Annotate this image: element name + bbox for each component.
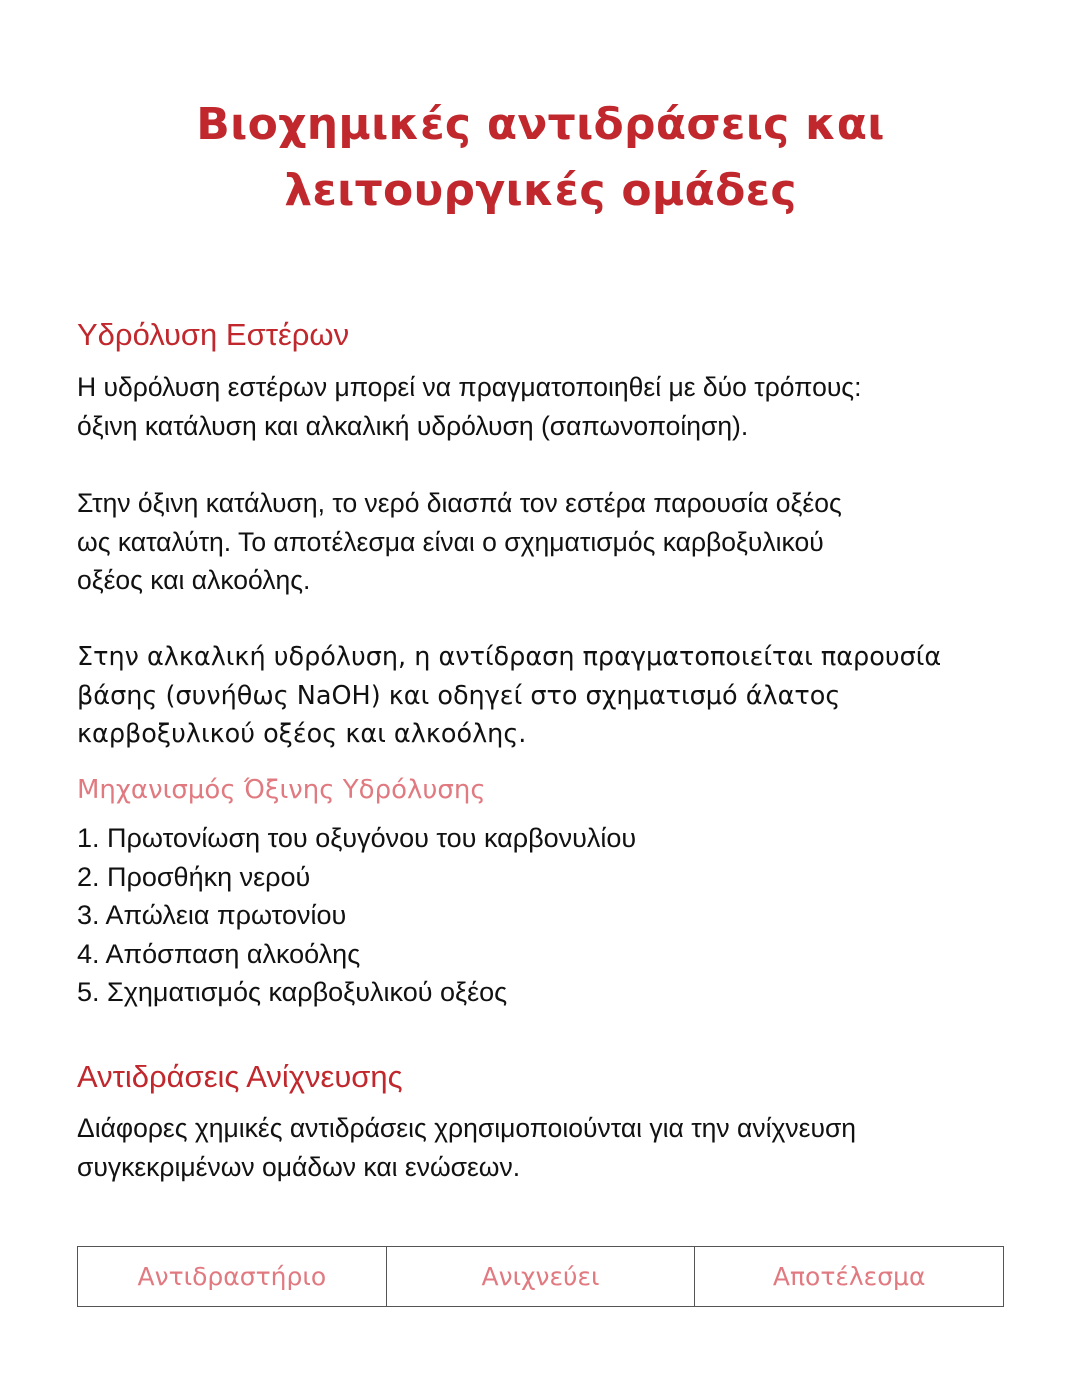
detection-reactions-table — [77, 1246, 1004, 1307]
title-line-1: Βιοχημικές αντιδράσεις και — [196, 99, 885, 150]
paragraph-line: οξέος και αλκοόλης. — [77, 565, 311, 595]
column-header-result: Αποτέλεσμα — [695, 1247, 1004, 1307]
mechanism-steps-list — [77, 819, 636, 1012]
column-header-reagent: Αντιδραστήριο — [78, 1247, 387, 1307]
table-header-row — [78, 1247, 1004, 1307]
paragraph-line: Η υδρόλυση εστέρων μπορεί να πραγματοποιηθεί με δύο τρόπους: — [77, 372, 862, 402]
paragraph-line: βάσης (συνήθως NaOH) και οδηγεί στο σχηματισμό άλατος — [77, 680, 841, 711]
subheading-acid-hydrolysis-mechanism: Μηχανισμός Όξινης Υδρόλυσης — [77, 775, 486, 805]
paragraph-detection-intro — [77, 1109, 1004, 1186]
list-item: 3. Απώλεια πρωτονίου — [77, 900, 347, 930]
paragraph-line: Στην όξινη κατάλυση, το νερό διασπά τον εστέρα παρουσία οξέος — [77, 488, 842, 518]
document-title — [77, 92, 1004, 224]
paragraph-line: συγκεκριμένων ομάδων και ενώσεων. — [77, 1151, 521, 1182]
list-item: 1. Πρωτονίωση του οξυγόνου του καρβονυλίου — [77, 823, 637, 853]
section-heading-detection-reactions: Αντιδράσεις Ανίχνευσης — [77, 1059, 403, 1094]
list-item: 2. Προσθήκη νερού — [77, 861, 311, 892]
column-header-detects: Ανιχνεύει — [386, 1247, 695, 1307]
paragraph-line: ως καταλύτη. Το αποτέλεσμα είναι ο σχηματισμός καρβοξυλικού — [77, 526, 824, 557]
paragraph-alkaline-hydrolysis — [77, 638, 1004, 754]
section-heading-ester-hydrolysis: Υδρόλυση Εστέρων — [77, 317, 350, 352]
paragraph-intro — [77, 368, 1004, 445]
list-item: 4. Απόσπαση αλκοόλης — [77, 938, 361, 969]
title-line-2: λειτουργικές ομάδες — [284, 165, 797, 216]
paragraph-acid-catalysis — [77, 484, 1004, 600]
paragraph-line: Διάφορες χημικές αντιδράσεις χρησιμοποιούνται για την ανίχνευση — [77, 1113, 857, 1143]
paragraph-line: όξινη κατάλυση και αλκαλική υδρόλυση (σαπωνοποίηση). — [77, 410, 749, 441]
list-item: 5. Σχηματισμός καρβοξυλικού οξέος — [77, 977, 508, 1007]
paragraph-line: καρβοξυλικού οξέος και αλκοόλης. — [77, 719, 527, 749]
paragraph-line: Στην αλκαλική υδρόλυση, η αντίδραση πραγματοποιείται παρουσία — [77, 642, 942, 672]
